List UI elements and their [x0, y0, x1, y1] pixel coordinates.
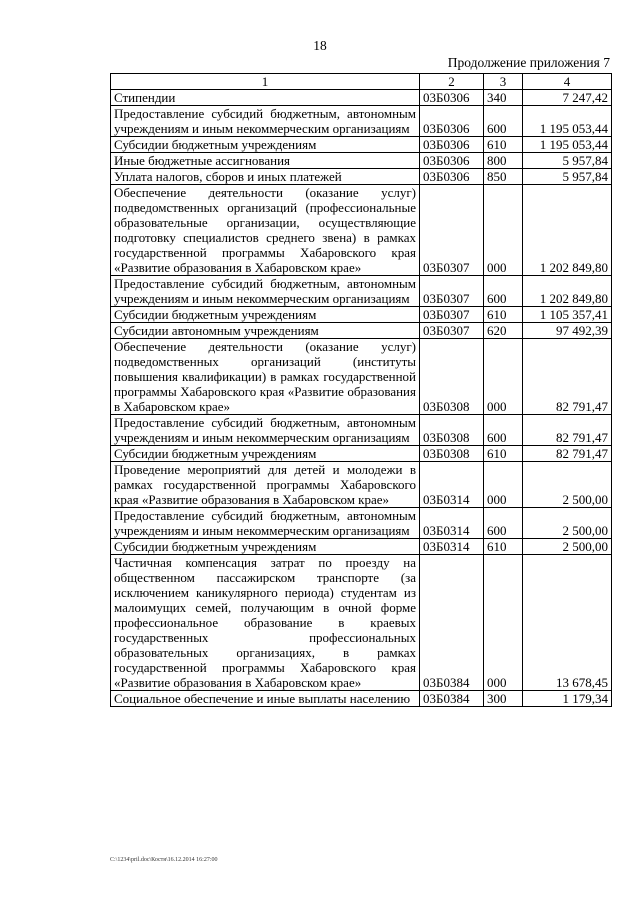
row-code: 03Б0307 [420, 276, 484, 307]
row-code: 03Б0307 [420, 323, 484, 339]
row-kind: 610 [484, 446, 523, 462]
header-col-1: 1 [111, 74, 420, 90]
row-name: Субсидии бюджетным учреждениям [111, 137, 420, 153]
table-row [111, 307, 612, 323]
row-sum: 82 791,47 [523, 339, 612, 415]
budget-table [110, 73, 612, 707]
table-row [111, 137, 612, 153]
row-kind: 600 [484, 106, 523, 137]
row-sum: 2 500,00 [523, 462, 612, 508]
row-code: 03Б0384 [420, 555, 484, 691]
continuation-note: Продолжение приложения 7 [447, 55, 610, 70]
row-sum: 1 179,34 [523, 691, 612, 707]
row-code: 03Б0314 [420, 462, 484, 508]
row-sum: 1 195 053,44 [523, 106, 612, 137]
table-header-row [111, 74, 612, 90]
row-code: 03Б0306 [420, 137, 484, 153]
row-name: Социальное обеспечение и иные выплаты населению [111, 691, 420, 707]
table-row [111, 415, 612, 446]
row-name: Предоставление субсидий бюджетным, автономным учреждениям и иным некоммерческим организациям [111, 106, 420, 137]
row-code: 03Б0306 [420, 153, 484, 169]
row-code: 03Б0314 [420, 539, 484, 555]
row-name: Субсидии бюджетным учреждениям [111, 307, 420, 323]
row-sum: 2 500,00 [523, 508, 612, 539]
row-kind: 600 [484, 276, 523, 307]
row-sum: 1 195 053,44 [523, 137, 612, 153]
row-name: Иные бюджетные ассигнования [111, 153, 420, 169]
row-name: Субсидии бюджетным учреждениям [111, 539, 420, 555]
row-kind: 620 [484, 323, 523, 339]
row-kind: 300 [484, 691, 523, 707]
table-row [111, 169, 612, 185]
row-sum: 82 791,47 [523, 415, 612, 446]
table-row [111, 90, 612, 106]
row-code: 03Б0384 [420, 691, 484, 707]
table-row [111, 539, 612, 555]
row-name: Субсидии бюджетным учреждениям [111, 446, 420, 462]
row-sum: 97 492,39 [523, 323, 612, 339]
table-row [111, 446, 612, 462]
table-row [111, 508, 612, 539]
row-name: Стипендии [111, 90, 420, 106]
table-row [111, 323, 612, 339]
row-kind: 610 [484, 307, 523, 323]
row-name: Частичная компенсация затрат по проезду на общественном пассажирском транспорте (за исключением каникулярного периода) студентам из малоимущих семей, получающим в очной форме профессиональное образование в краевых государственных профессиональных образовательных организациях, в рамках государственной программы Хабаровского края «Развитие образования в Хабаровском крае» [111, 555, 420, 691]
row-name: Уплата налогов, сборов и иных платежей [111, 169, 420, 185]
table-row [111, 555, 612, 691]
row-sum: 7 247,42 [523, 90, 612, 106]
table-row [111, 106, 612, 137]
row-kind: 000 [484, 462, 523, 508]
row-kind: 800 [484, 153, 523, 169]
row-kind: 000 [484, 555, 523, 691]
row-name: Обеспечение деятельности (оказание услуг) подведомственных организаций (профессиональные образовательные организации, осуществляющие подготовку специалистов среднего звена) в рамках государственной программы Хабаровского края «Развитие образования в Хабаровском крае» [111, 185, 420, 276]
row-code: 03Б0306 [420, 90, 484, 106]
file-path-footer: C:\1234\pril.doc\Костя\16.12.2014 16:27:00 [110, 857, 218, 863]
row-kind: 000 [484, 185, 523, 276]
row-sum: 13 678,45 [523, 555, 612, 691]
row-name: Субсидии автономным учреждениям [111, 323, 420, 339]
row-name: Предоставление субсидий бюджетным, автономным учреждениям и иным некоммерческим организациям [111, 276, 420, 307]
row-code: 03Б0306 [420, 169, 484, 185]
row-sum: 82 791,47 [523, 446, 612, 462]
row-code: 03Б0307 [420, 307, 484, 323]
row-sum: 1 202 849,80 [523, 185, 612, 276]
row-kind: 600 [484, 508, 523, 539]
row-sum: 1 105 357,41 [523, 307, 612, 323]
row-code: 03Б0307 [420, 185, 484, 276]
page-number: 18 [313, 38, 327, 53]
row-kind: 600 [484, 415, 523, 446]
row-name: Предоставление субсидий бюджетным, автономным учреждениям и иным некоммерческим организациям [111, 508, 420, 539]
table-row [111, 339, 612, 415]
row-kind: 850 [484, 169, 523, 185]
header-col-2: 2 [420, 74, 484, 90]
header-col-4: 4 [523, 74, 612, 90]
row-kind: 340 [484, 90, 523, 106]
table-row [111, 276, 612, 307]
table-row [111, 462, 612, 508]
row-sum: 1 202 849,80 [523, 276, 612, 307]
row-code: 03Б0314 [420, 508, 484, 539]
row-name: Обеспечение деятельности (оказание услуг) подведомственных организаций (институты повышения квалификации) в рамках государственной программы Хабаровского края «Развитие образования в Хабаровском крае» [111, 339, 420, 415]
table-row [111, 691, 612, 707]
row-code: 03Б0308 [420, 446, 484, 462]
row-name: Проведение мероприятий для детей и молодежи в рамках государственной программы Хабаровского края «Развитие образования в Хабаровском крае» [111, 462, 420, 508]
row-kind: 610 [484, 539, 523, 555]
row-code: 03Б0308 [420, 339, 484, 415]
row-sum: 5 957,84 [523, 153, 612, 169]
row-code: 03Б0308 [420, 415, 484, 446]
row-name: Предоставление субсидий бюджетным, автономным учреждениям и иным некоммерческим организациям [111, 415, 420, 446]
header-col-3: 3 [484, 74, 523, 90]
table-row [111, 153, 612, 169]
row-kind: 610 [484, 137, 523, 153]
row-code: 03Б0306 [420, 106, 484, 137]
table-row [111, 185, 612, 276]
row-kind: 000 [484, 339, 523, 415]
row-sum: 2 500,00 [523, 539, 612, 555]
row-sum: 5 957,84 [523, 169, 612, 185]
